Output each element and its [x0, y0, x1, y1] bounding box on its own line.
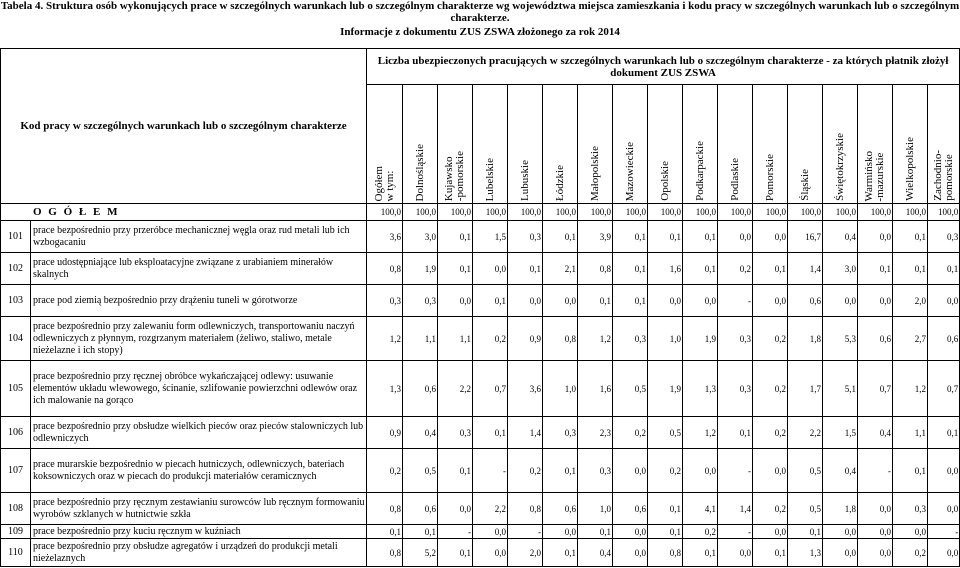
value-cell: 1,3	[683, 361, 718, 417]
value-cell: 2,7	[893, 317, 928, 361]
column-header-label: Podkarpackie	[693, 141, 706, 201]
value-cell: 1,1	[403, 317, 438, 361]
value-cell: 0,7	[473, 361, 508, 417]
value-cell: 0,6	[928, 317, 960, 361]
value-cell: 0,0	[613, 525, 648, 539]
total-cell: 100,0	[578, 204, 613, 221]
value-cell: 0,2	[648, 449, 683, 493]
value-cell: 1,2	[578, 317, 613, 361]
value-cell: 1,2	[893, 361, 928, 417]
row-description: prace udostępniające lub eksploatacyjne związane z urabianiem minerałów skalnych	[31, 253, 367, 285]
value-cell: 2,3	[578, 417, 613, 449]
value-cell: 1,4	[788, 253, 823, 285]
value-cell: 1,3	[788, 539, 823, 567]
value-cell: 0,1	[438, 539, 473, 567]
column-header-label: Mazowieckie	[623, 141, 636, 201]
value-cell: 4,1	[683, 493, 718, 525]
value-cell: 0,3	[438, 417, 473, 449]
value-cell: 0,1	[683, 253, 718, 285]
value-cell: 0,1	[543, 449, 578, 493]
column-header	[403, 85, 438, 204]
value-cell: 1,9	[648, 361, 683, 417]
column-header	[858, 85, 893, 204]
value-cell: 0,0	[613, 539, 648, 567]
value-cell: 2,0	[508, 539, 543, 567]
value-cell: 0,2	[613, 417, 648, 449]
value-cell: 0,1	[543, 539, 578, 567]
value-cell: 0,7	[858, 361, 893, 417]
value-cell: 0,1	[438, 221, 473, 253]
value-cell: 0,5	[648, 417, 683, 449]
row-description: prace bezpośrednio przy przeróbce mechanicznej węgla oraz rud metali lub ich wzbogacaniu	[31, 221, 367, 253]
row-label-header: Kod pracy w szczególnych warunkach lub o szczególnym charakterze	[1, 49, 367, 204]
value-cell: -	[928, 525, 960, 539]
value-cell: 0,1	[613, 253, 648, 285]
value-cell: 0,4	[858, 417, 893, 449]
total-cell: 100,0	[648, 204, 683, 221]
column-header	[473, 85, 508, 204]
value-cell: 0,1	[508, 253, 543, 285]
total-cell: 100,0	[438, 204, 473, 221]
column-header	[578, 85, 613, 204]
value-cell: 0,5	[788, 493, 823, 525]
value-cell: 0,0	[683, 449, 718, 493]
total-cell: 100,0	[893, 204, 928, 221]
value-cell: 0,4	[403, 417, 438, 449]
column-header	[788, 85, 823, 204]
table-row	[1, 317, 960, 361]
value-cell: 0,0	[753, 449, 788, 493]
value-cell: 0,1	[683, 221, 718, 253]
total-cell: 100,0	[718, 204, 753, 221]
column-header-label: Kujawsko -pomorskie	[443, 150, 467, 201]
total-cell: 100,0	[823, 204, 858, 221]
row-code: 108	[1, 493, 31, 525]
value-cell: 0,1	[438, 253, 473, 285]
row-code: 105	[1, 361, 31, 417]
column-header	[718, 85, 753, 204]
value-cell: 0,2	[753, 361, 788, 417]
value-cell: 2,0	[893, 285, 928, 317]
total-cell: 100,0	[473, 204, 508, 221]
value-cell: 0,1	[473, 285, 508, 317]
value-cell: 0,4	[823, 221, 858, 253]
total-cell: 100,0	[753, 204, 788, 221]
column-header-label: Wielkopolskie	[903, 137, 916, 201]
value-cell: 1,8	[823, 493, 858, 525]
value-cell: 0,3	[367, 285, 403, 317]
value-cell: 1,2	[367, 317, 403, 361]
column-header-label: Świętokrzyskie	[833, 133, 846, 201]
value-cell: 0,8	[367, 493, 403, 525]
column-header	[683, 85, 718, 204]
value-cell: 2,2	[788, 417, 823, 449]
row-code: 110	[1, 539, 31, 567]
total-cell: 100,0	[508, 204, 543, 221]
value-cell: 0,1	[613, 285, 648, 317]
row-description: prace bezpośrednio przy ręcznej obróbce wykańczającej odlewy: usuwanie elementów układu wlewowego, ścinanie, szlifowanie powierzchni odlewów oraz ich malowanie na gorąco	[31, 361, 367, 417]
value-cell: 0,6	[613, 493, 648, 525]
column-header	[648, 85, 683, 204]
value-cell: 0,0	[823, 539, 858, 567]
value-cell: 0,0	[893, 525, 928, 539]
value-cell: 0,0	[823, 285, 858, 317]
value-cell: -	[858, 449, 893, 493]
value-cell: 0,3	[403, 285, 438, 317]
value-cell: 1,5	[823, 417, 858, 449]
value-cell: 0,6	[403, 493, 438, 525]
value-cell: 5,2	[403, 539, 438, 567]
table-row	[1, 449, 960, 493]
value-cell: 0,9	[508, 317, 543, 361]
value-cell: 0,0	[823, 525, 858, 539]
column-header-label: Śląskie	[798, 169, 811, 201]
total-row	[1, 204, 960, 221]
value-cell: 0,0	[718, 221, 753, 253]
row-description: prace bezpośrednio przy kuciu ręcznym w kuźniach	[31, 525, 367, 539]
value-cell: 0,0	[438, 285, 473, 317]
value-cell: 2,2	[438, 361, 473, 417]
row-code: 104	[1, 317, 31, 361]
total-cell: 100,0	[403, 204, 438, 221]
value-cell: 0,1	[928, 417, 960, 449]
value-cell: -	[438, 525, 473, 539]
row-description: prace bezpośrednio przy ręcznym zestawianiu surowców lub ręcznym formowaniu wyrobów szklanych w hutnictwie szkła	[31, 493, 367, 525]
value-cell: 0,1	[578, 525, 613, 539]
column-header	[367, 85, 403, 204]
value-cell: 0,0	[683, 285, 718, 317]
column-header-label: Małopolskie	[588, 146, 601, 201]
value-cell: 0,1	[718, 417, 753, 449]
value-cell: 0,0	[858, 539, 893, 567]
main-header: Liczba ubezpieczonych pracujących w szczególnych warunkach lub o szczególnym charakterze - za których płatnik złożył dokument ZUS ZSWA	[367, 49, 960, 85]
table-row	[1, 221, 960, 253]
total-label: O G Ó Ł E M	[1, 204, 367, 221]
value-cell: 0,0	[753, 285, 788, 317]
value-cell: 0,8	[367, 253, 403, 285]
value-cell: 1,0	[543, 361, 578, 417]
row-description: prace murarskie bezpośrednio w piecach hutniczych, odlewniczych, bateriach koksowniczych oraz w piecach do produkcji materiałów ceramicznych	[31, 449, 367, 493]
value-cell: 0,0	[928, 449, 960, 493]
column-header-label: Zachodnio- pomorskie	[931, 150, 955, 201]
value-cell: 0,0	[858, 493, 893, 525]
value-cell: 0,1	[788, 525, 823, 539]
value-cell: 0,0	[473, 539, 508, 567]
value-cell: 1,4	[718, 493, 753, 525]
row-code: 103	[1, 285, 31, 317]
column-header-label: Lubuskie	[518, 160, 531, 201]
value-cell: 0,2	[367, 449, 403, 493]
value-cell: 0,3	[718, 317, 753, 361]
table-row	[1, 493, 960, 525]
table-row	[1, 361, 960, 417]
value-cell: 0,1	[683, 539, 718, 567]
table-row	[1, 539, 960, 567]
value-cell: 0,1	[753, 539, 788, 567]
value-cell: 16,7	[788, 221, 823, 253]
total-cell: 100,0	[928, 204, 960, 221]
value-cell: 0,0	[648, 285, 683, 317]
value-cell: 3,0	[823, 253, 858, 285]
row-code: 107	[1, 449, 31, 493]
value-cell: 1,3	[367, 361, 403, 417]
value-cell: -	[718, 525, 753, 539]
column-header-label: Ogółem w tym:	[372, 165, 396, 201]
table-subtitle: Informacje z dokumentu ZUS ZSWA złożonego za rok 2014	[340, 26, 620, 38]
value-cell: 0,5	[403, 449, 438, 493]
value-cell: 0,2	[473, 317, 508, 361]
value-cell: 0,0	[928, 539, 960, 567]
value-cell: 5,1	[823, 361, 858, 417]
column-header	[613, 85, 648, 204]
value-cell: 0,0	[858, 525, 893, 539]
value-cell: 0,3	[578, 449, 613, 493]
column-header-label: Dolnośląskie	[413, 143, 426, 201]
value-cell: 0,3	[543, 417, 578, 449]
total-cell: 100,0	[683, 204, 718, 221]
row-description: prace bezpośrednio przy zalewaniu form odlewniczych, transportowaniu naczyń odlewniczych z płynnym, rozgrzanym materiałem (żeliwo, staliwo, metale nieżelazne i ich stopy)	[31, 317, 367, 361]
column-header-label: Pomorskie	[763, 153, 776, 201]
table-title: Tabela 4. Struktura osób wykonujących prace w szczególnych warunkach lub o szczególnym charakterze wg województwa miejsca zamieszkania i kodu pracy w szczególnych warunkach lub o szczególnym charakterze.	[0, 0, 960, 24]
row-code: 109	[1, 525, 31, 539]
value-cell: 0,0	[858, 285, 893, 317]
value-cell: 0,6	[788, 285, 823, 317]
value-cell: 0,3	[718, 361, 753, 417]
value-cell: -	[508, 525, 543, 539]
value-cell: 1,0	[648, 317, 683, 361]
value-cell: 0,7	[928, 361, 960, 417]
value-cell: 0,8	[648, 539, 683, 567]
value-cell: 1,1	[438, 317, 473, 361]
value-cell: 0,0	[543, 525, 578, 539]
value-cell: 0,1	[858, 253, 893, 285]
value-cell: 0,1	[893, 449, 928, 493]
value-cell: 0,0	[613, 449, 648, 493]
value-cell: 0,1	[473, 417, 508, 449]
value-cell: 0,1	[893, 253, 928, 285]
row-code: 101	[1, 221, 31, 253]
value-cell: 0,0	[753, 221, 788, 253]
column-header-label: Łódzkie	[553, 164, 566, 201]
table-row	[1, 253, 960, 285]
value-cell: 0,1	[613, 221, 648, 253]
value-cell: 0,9	[367, 417, 403, 449]
value-cell: 0,2	[683, 525, 718, 539]
total-cell: 100,0	[543, 204, 578, 221]
value-cell: 1,4	[508, 417, 543, 449]
value-cell: 5,3	[823, 317, 858, 361]
value-cell: 0,1	[543, 221, 578, 253]
value-cell: 0,1	[928, 253, 960, 285]
value-cell: 0,0	[508, 285, 543, 317]
value-cell: 0,1	[367, 525, 403, 539]
value-cell: 1,5	[473, 221, 508, 253]
column-header	[543, 85, 578, 204]
value-cell: 0,5	[613, 361, 648, 417]
value-cell: 0,1	[578, 285, 613, 317]
value-cell: 0,2	[508, 449, 543, 493]
row-code: 102	[1, 253, 31, 285]
value-cell: 0,8	[543, 317, 578, 361]
value-cell: 0,0	[928, 493, 960, 525]
value-cell: 1,6	[648, 253, 683, 285]
value-cell: 0,3	[928, 221, 960, 253]
value-cell: 1,6	[578, 361, 613, 417]
total-cell: 100,0	[367, 204, 403, 221]
table-row	[1, 525, 960, 539]
value-cell: 0,8	[367, 539, 403, 567]
total-cell: 100,0	[613, 204, 648, 221]
value-cell: 0,1	[403, 525, 438, 539]
value-cell: 1,1	[893, 417, 928, 449]
value-cell: 0,0	[438, 493, 473, 525]
value-cell: 3,9	[578, 221, 613, 253]
value-cell: 0,1	[438, 449, 473, 493]
value-cell: 0,0	[543, 285, 578, 317]
value-cell: 0,1	[648, 221, 683, 253]
value-cell: 1,7	[788, 361, 823, 417]
value-cell: 1,9	[683, 317, 718, 361]
value-cell: 0,2	[753, 317, 788, 361]
column-header-label: Warmińsko -mazurskie	[863, 150, 887, 201]
value-cell: 1,0	[578, 493, 613, 525]
value-cell: 3,6	[508, 361, 543, 417]
value-cell: 0,0	[858, 221, 893, 253]
value-cell: 0,4	[823, 449, 858, 493]
value-cell: 0,3	[893, 493, 928, 525]
column-header	[508, 85, 543, 204]
value-cell: 3,0	[403, 221, 438, 253]
table-row	[1, 285, 960, 317]
value-cell: 0,6	[543, 493, 578, 525]
value-cell: 0,3	[508, 221, 543, 253]
value-cell: 0,0	[473, 525, 508, 539]
value-cell: 0,0	[753, 525, 788, 539]
column-header	[823, 85, 858, 204]
value-cell: 1,9	[403, 253, 438, 285]
value-cell: 2,2	[473, 493, 508, 525]
value-cell: -	[718, 285, 753, 317]
value-cell: 0,0	[718, 539, 753, 567]
column-header-label: Lubelskie	[483, 157, 496, 201]
value-cell: 0,0	[928, 285, 960, 317]
value-cell: 0,2	[753, 493, 788, 525]
value-cell: -	[473, 449, 508, 493]
value-cell: 0,6	[403, 361, 438, 417]
column-header	[893, 85, 928, 204]
data-table	[0, 48, 960, 567]
total-cell: 100,0	[788, 204, 823, 221]
row-code: 106	[1, 417, 31, 449]
value-cell: 0,1	[753, 253, 788, 285]
row-description: prace pod ziemią bezpośrednio przy drążeniu tuneli w górotworze	[31, 285, 367, 317]
value-cell: 0,4	[578, 539, 613, 567]
value-cell: 0,1	[648, 525, 683, 539]
column-header-label: Podlaskie	[728, 158, 741, 201]
value-cell: 1,8	[788, 317, 823, 361]
value-cell: 2,1	[543, 253, 578, 285]
table-row	[1, 417, 960, 449]
value-cell: 1,2	[683, 417, 718, 449]
value-cell: 0,0	[473, 253, 508, 285]
value-cell: 0,3	[613, 317, 648, 361]
value-cell: 0,6	[858, 317, 893, 361]
value-cell: 0,2	[753, 417, 788, 449]
column-header	[928, 85, 960, 204]
column-header	[753, 85, 788, 204]
value-cell: -	[718, 449, 753, 493]
value-cell: 0,8	[578, 253, 613, 285]
value-cell: 3,6	[367, 221, 403, 253]
total-cell: 100,0	[858, 204, 893, 221]
row-description: prace bezpośrednio przy obsłudze agregatów i urządzeń do produkcji metali nieżelaznych	[31, 539, 367, 567]
value-cell: 0,1	[893, 221, 928, 253]
row-description: prace bezpośrednio przy obsłudze wielkich pieców oraz pieców stalowniczych lub odlewniczych	[31, 417, 367, 449]
value-cell: 0,8	[508, 493, 543, 525]
value-cell: 0,1	[648, 493, 683, 525]
column-header	[438, 85, 473, 204]
value-cell: 0,5	[788, 449, 823, 493]
column-header-label: Opolskie	[658, 161, 671, 201]
value-cell: 0,2	[893, 539, 928, 567]
value-cell: 0,2	[718, 253, 753, 285]
